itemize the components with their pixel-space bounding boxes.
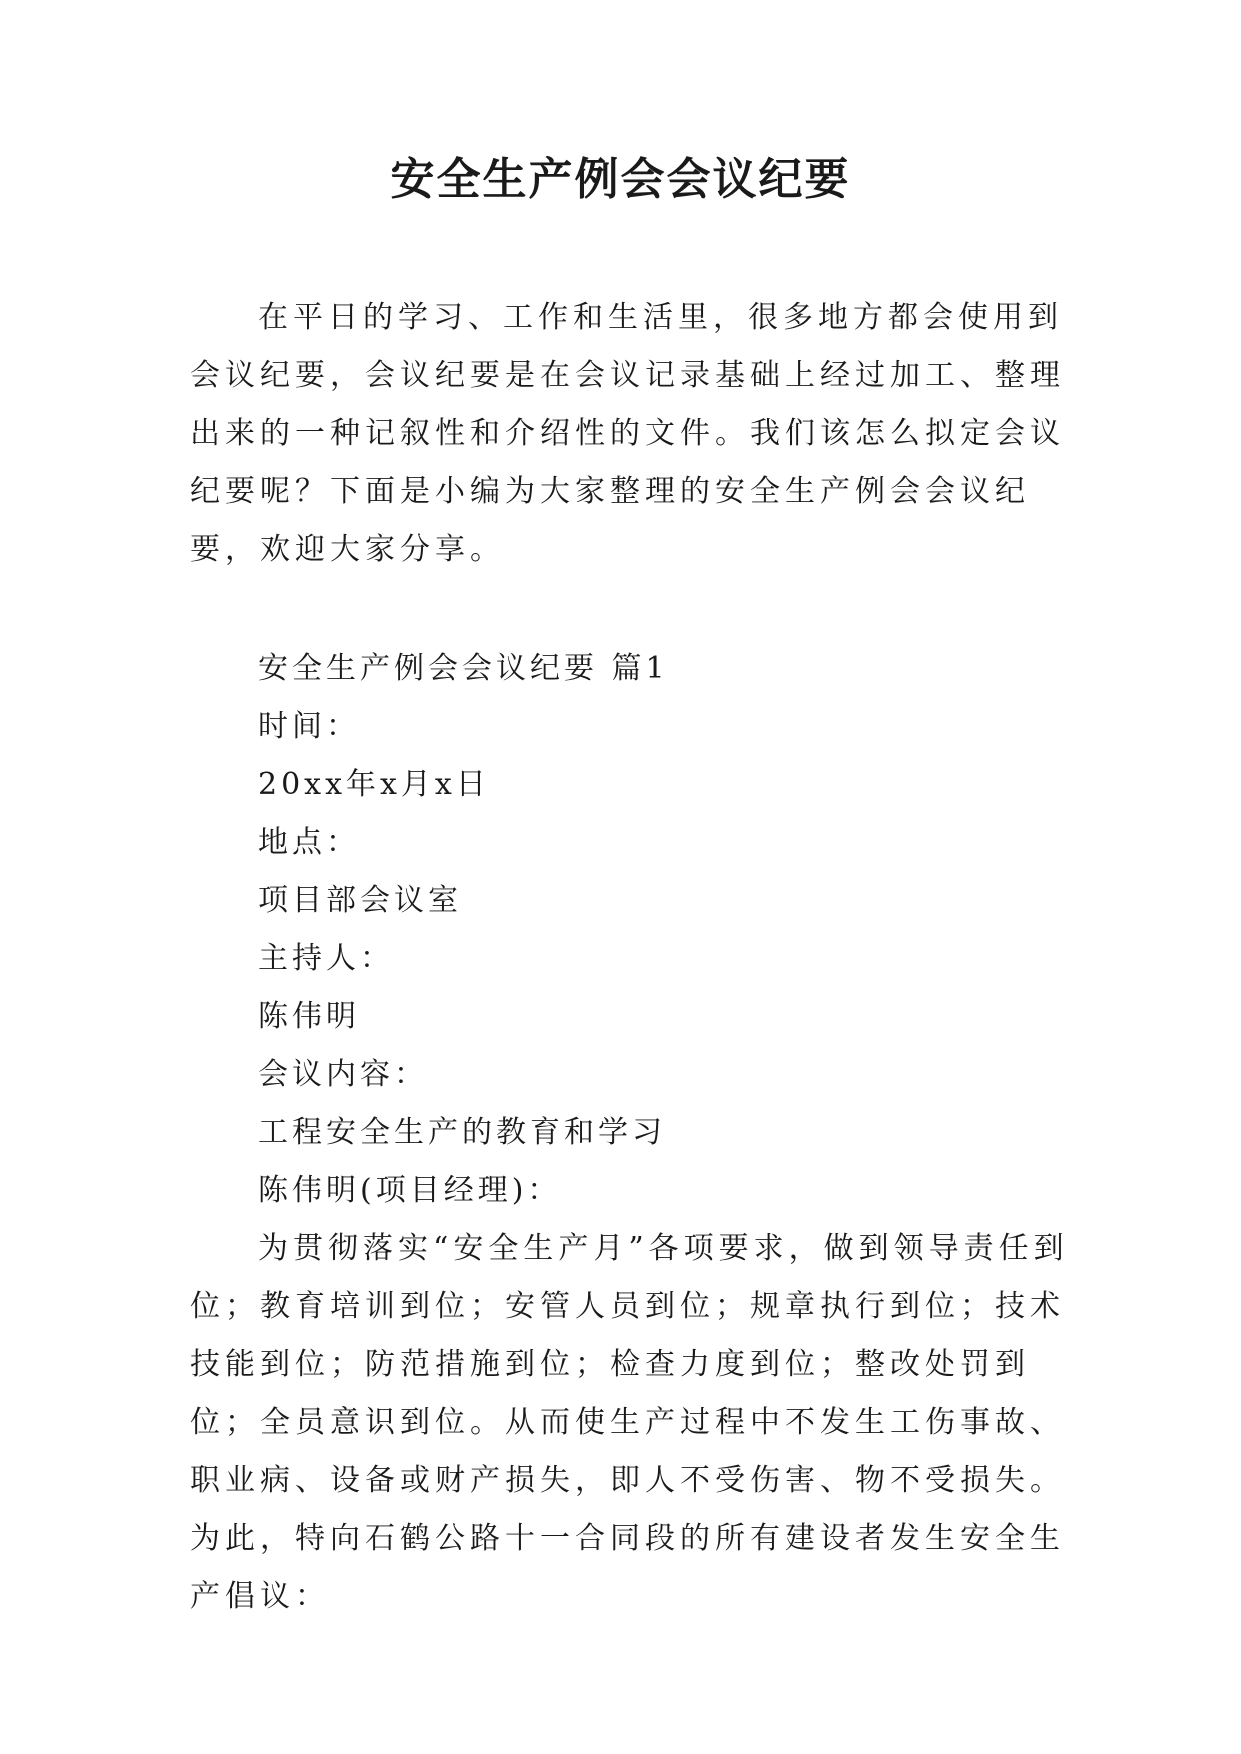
section-heading: 安全生产例会会议纪要 篇1 [258, 651, 669, 686]
content-label: 会议内容： [258, 1057, 428, 1092]
speaker-label: 陈伟明(项目经理)： [258, 1173, 562, 1208]
content-value: 工程安全生产的教育和学习 [258, 1115, 666, 1150]
place-value: 项目部会议室 [258, 883, 462, 918]
body-paragraph: 为贯彻落实“安全生产月”各项要求，做到领导责任到位；教育培训到位；安管人员到位；规章执行到位；技术技能到位；防范措施到位；检查力度到位；整改处罚到位；全员意识到位。从而使生产过程中不发生工伤事故、职业病、设备或财产损失，即人不受伤害、物不受损失。为此，特向石鹤公路十一合同段的所有建设者发生安全生产倡议： [190, 1231, 1069, 1614]
meeting-info [190, 640, 1070, 1220]
document-title: 安全生产例会会议纪要 [390, 154, 851, 205]
host-label: 主持人： [258, 941, 394, 976]
time-label: 时间： [258, 709, 360, 744]
intro-paragraph: 在平日的学习、工作和生活里，很多地方都会使用到会议纪要，会议纪要是在会议记录基础上经过加工、整理出来的一种记叙性和介绍性的文件。我们该怎么拟定会议纪要呢？下面是小编为大家整理的安全生产例会会议纪要，欢迎大家分享。 [190, 300, 1065, 567]
place-label: 地点： [258, 825, 360, 860]
time-value: 20xx年x月x日 [258, 767, 490, 802]
host-value: 陈伟明 [258, 999, 360, 1034]
